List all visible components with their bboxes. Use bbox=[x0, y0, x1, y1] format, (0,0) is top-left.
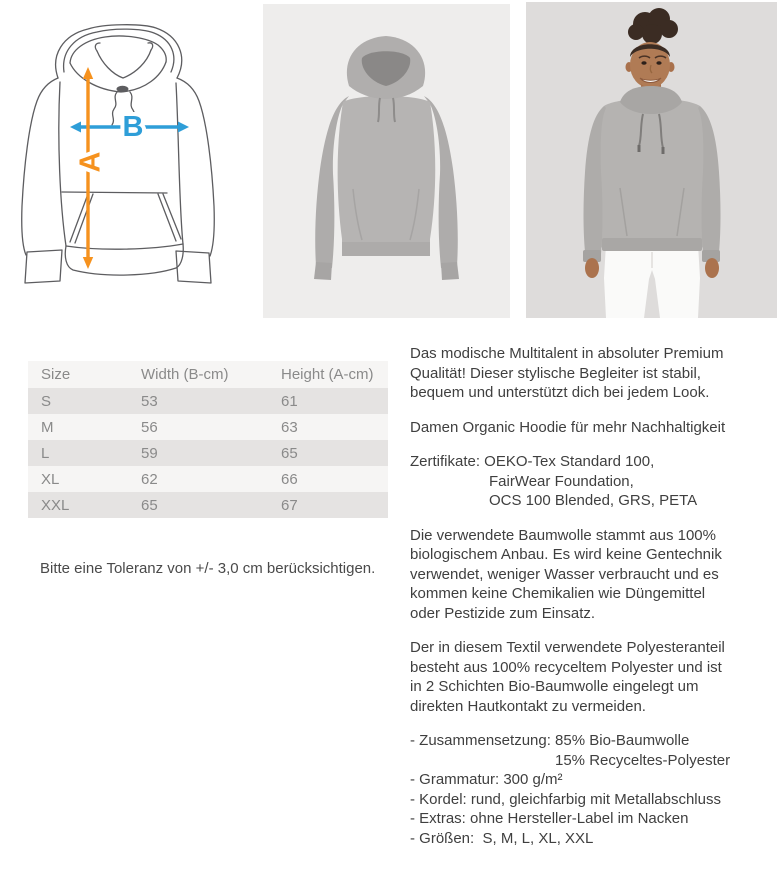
product-photo-model bbox=[526, 2, 777, 318]
polyester-paragraph: Der in diesem Textil verwendete Polyesteranteil besteht aus 100% recyceltem Polyester und ist in 2 Schichten Bio-Baumwolle eingelegt um direkten Hautkontakt zu vermeiden. bbox=[410, 639, 725, 715]
size-table-header-width: Width (B-cm) bbox=[141, 366, 229, 383]
table-row-xxl bbox=[28, 492, 388, 518]
tolerance-note: Bitte eine Toleranz von +/- 3,0 cm berücksichtigen. bbox=[40, 560, 376, 577]
cell-height: 66 bbox=[281, 470, 298, 488]
cell-size: S bbox=[41, 392, 52, 410]
cell-height: 61 bbox=[281, 392, 298, 410]
hoodie-measurement-diagram bbox=[0, 0, 260, 320]
size-table-header-row bbox=[28, 361, 388, 388]
product-description bbox=[410, 344, 776, 863]
spec-cord: - Kordel: rund, gleichfarbig mit Metallabschluss bbox=[410, 790, 721, 808]
height-measure-arrow-a bbox=[75, 67, 107, 269]
size-table-header-size: Size bbox=[41, 366, 71, 383]
spec-composition: - Zusammensetzung: 85% Bio-Baumwolle bbox=[410, 732, 690, 749]
width-label-b: B bbox=[122, 111, 144, 143]
cell-width: 62 bbox=[141, 470, 158, 488]
table-row-s bbox=[28, 388, 388, 414]
cotton-paragraph: Die verwendete Baumwolle stammt aus 100% biologischem Anbau. Es wird keine Gentechnik verwendet, weniger Wasser verbraucht und es kommen keine Chemikalien wie Düngemittel oder Pestizide zum Einsatz. bbox=[410, 526, 722, 622]
spec-sizes: - Größen: S, M, L, XL, XXL bbox=[410, 829, 594, 847]
table-row-xl bbox=[28, 466, 388, 492]
cell-size: M bbox=[41, 418, 54, 436]
height-label-a: A bbox=[74, 151, 107, 173]
cell-width: 53 bbox=[141, 392, 158, 410]
hoodie-outline-drawing bbox=[22, 25, 215, 283]
spec-grammage: - Grammatur: 300 g/m² bbox=[410, 771, 563, 788]
cell-height: 63 bbox=[281, 418, 298, 436]
table-row-l bbox=[28, 440, 388, 466]
size-table-header-height: Height (A-cm) bbox=[281, 366, 374, 383]
table-row-m bbox=[28, 414, 388, 440]
cell-height: 67 bbox=[281, 496, 298, 514]
description-intro: Das modische Multitalent in absoluter Premium Qualität! Dieser stylische Begleiter ist stabil, bequem und unterstützt dich bei jedem Look. bbox=[410, 345, 724, 401]
size-table bbox=[28, 361, 388, 518]
spec-extras: - Extras: ohne Hersteller-Label im Nacken bbox=[410, 810, 689, 827]
description-subtitle: Damen Organic Hoodie für mehr Nachhaltigkeit bbox=[410, 418, 726, 436]
cell-size: XXL bbox=[41, 496, 70, 514]
cell-width: 65 bbox=[141, 496, 158, 514]
cell-height: 65 bbox=[281, 444, 298, 462]
cell-size: XL bbox=[41, 470, 60, 488]
cell-size: L bbox=[41, 444, 50, 462]
specs-list bbox=[410, 731, 776, 848]
product-photo-front bbox=[263, 4, 510, 318]
cell-width: 59 bbox=[141, 444, 158, 462]
cell-width: 56 bbox=[141, 418, 158, 436]
spec-composition-2: 15% Recyceltes-Polyester bbox=[555, 751, 731, 769]
certificates-block: Zertifikate: OEKO-Tex Standard 100, FairWear Foundation, OCS 100 Blended, GRS, PETA bbox=[410, 453, 698, 509]
